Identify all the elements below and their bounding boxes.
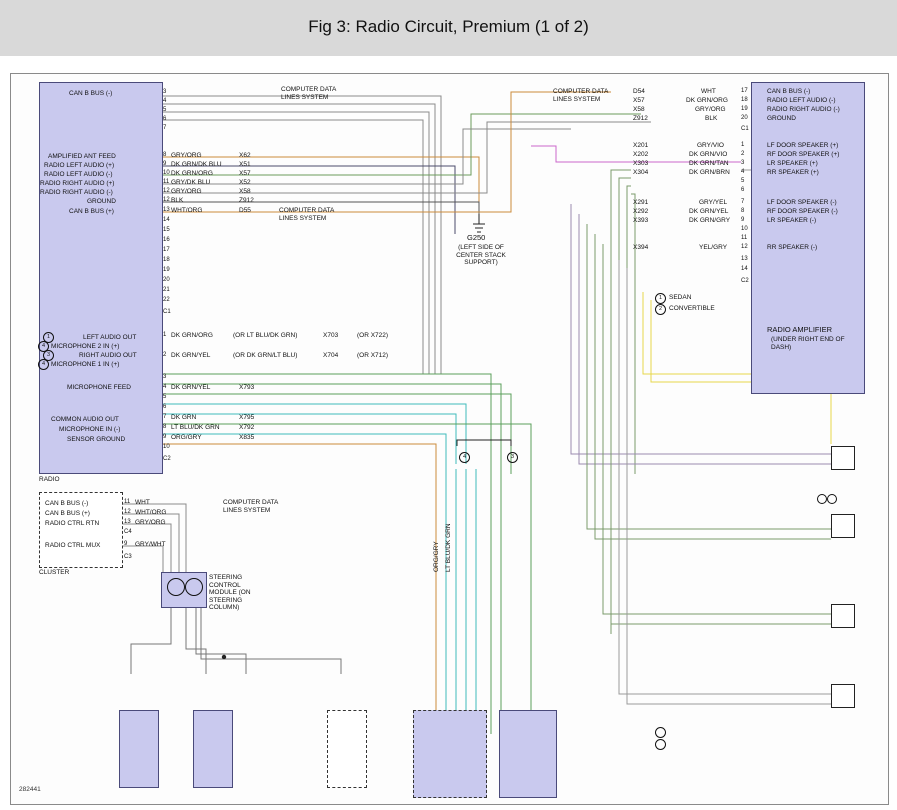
amp-out-pin-13: 14 xyxy=(741,266,748,272)
radio-lower-label-mic2-pos: MICROPHONE 2 IN (+) xyxy=(51,343,120,350)
radio-lower-pin-4: 4 xyxy=(163,384,167,390)
amp-top-wire-3: BLK xyxy=(705,115,718,122)
legend-marker-sedan: 1 xyxy=(655,293,666,304)
amp-connector-c1: C1 xyxy=(741,126,749,132)
radio-pin-label-right-audio-pos: RADIO RIGHT AUDIO (+) xyxy=(40,180,115,187)
radio-wire-can-b-pos: WHT/ORG xyxy=(171,207,203,214)
cluster-note-computer-data: COMPUTER DATA LINES SYSTEM xyxy=(223,499,279,514)
radio-wire-ground: BLK xyxy=(171,197,184,204)
ground-code-g250: G250 xyxy=(467,233,486,242)
radio-pin-number-10: 10 xyxy=(163,170,170,176)
amp-out-wire-2: DK GRN/TAN xyxy=(689,160,729,167)
cluster-pin-num-1: 12 xyxy=(124,509,131,515)
legend-label-sedan: SEDAN xyxy=(669,294,692,301)
amp-out-code-2: X303 xyxy=(633,160,649,167)
radio-lower-code-7: X792 xyxy=(239,424,255,431)
radio-lower-code-1: X703 xyxy=(323,332,339,339)
cluster-wire-0: WHT xyxy=(135,499,150,506)
radio-pin-number-4: 4 xyxy=(163,98,167,104)
amp-out-code-11: X394 xyxy=(633,244,649,251)
amp-out-wire-1: DK GRN/VIO xyxy=(689,151,728,158)
legend-label-convertible: CONVERTIBLE xyxy=(669,305,715,312)
radio-lower-code-8: X835 xyxy=(239,434,255,441)
amp-out-label-1: RF DOOR SPEAKER (+) xyxy=(767,151,840,158)
amp-top-pin-2: 19 xyxy=(741,106,748,112)
speaker-left-front-door xyxy=(831,684,855,708)
radio-pin-number-13: 13 xyxy=(163,207,170,213)
amp-out-pin-4: 5 xyxy=(741,178,745,184)
radio-code-d55: D55 xyxy=(239,207,251,214)
radio-lower-wire-1: DK GRN/ORG xyxy=(171,332,213,339)
handsfree-block[interactable] xyxy=(499,710,557,798)
horn-switch-block[interactable] xyxy=(327,710,367,788)
radio-pin-number-8: 8 xyxy=(163,152,167,158)
radio-lower-pin-6: 6 xyxy=(163,404,167,410)
speaker-right-rear-marker-1 xyxy=(827,494,837,504)
radio-pin-number-14: 14 xyxy=(163,217,170,223)
amp-top-label-2: RADIO RIGHT AUDIO (-) xyxy=(767,106,840,113)
amp-out-pin-12: 13 xyxy=(741,256,748,262)
radio-lower-label-right-audio-out: RIGHT AUDIO OUT xyxy=(79,352,137,359)
cluster-pin-num-4: 9 xyxy=(124,541,128,547)
left-remote-radio-switch-block[interactable] xyxy=(119,710,159,788)
radio-pin-number-6: 6 xyxy=(163,116,167,122)
amp-top-code-d54: D54 xyxy=(633,88,645,95)
marker-circle-4b: 4 xyxy=(38,359,49,370)
amplifier-title: RADIO AMPLIFIER xyxy=(767,325,833,334)
cluster-pin-label-2: RADIO CTRL RTN xyxy=(45,520,100,527)
amp-top-label-0: CAN B BUS (-) xyxy=(767,88,811,95)
radio-lower-label-mic1-pos: MICROPHONE 1 IN (+) xyxy=(51,361,120,368)
amp-top-wire-1: DK GRN/ORG xyxy=(686,97,728,104)
radio-lower-code-3: X793 xyxy=(239,384,255,391)
amp-out-pin-9: 10 xyxy=(741,226,748,232)
cluster-wire-4: GRY/WHT xyxy=(135,541,166,548)
bottom-legend-marker-3 xyxy=(655,727,666,738)
radio-pin-number-20: 20 xyxy=(163,277,170,283)
speaker-right-rear xyxy=(831,446,855,470)
amp-top-pin-0: 17 xyxy=(741,88,748,94)
radio-code-x52: X52 xyxy=(239,179,251,186)
radio-lower-pin-10: 10 xyxy=(163,444,170,450)
speaker-right-rear-marker-2 xyxy=(817,494,827,504)
radio-lower-code-2: X704 xyxy=(323,352,339,359)
amp-out-label-0: LF DOOR SPEAKER (+) xyxy=(767,142,839,149)
cluster-pin-label-4: RADIO CTRL MUX xyxy=(45,542,101,549)
cluster-wire-2: GRY/ORG xyxy=(135,519,166,526)
radio-code-x58: X58 xyxy=(239,188,251,195)
radio-pin-label-can-b-neg: CAN B BUS (-) xyxy=(69,90,113,97)
radio-lower-wire-8: ORG/GRY xyxy=(171,434,202,441)
amp-top-pin-1: 18 xyxy=(741,97,748,103)
marker-circle-1: 1 xyxy=(43,332,54,343)
radio-lower-alt-2: (OR DK GRN/LT BLU) xyxy=(233,352,298,359)
amp-out-wire-7: DK GRN/YEL xyxy=(689,208,729,215)
cluster-pin-num-2: 13 xyxy=(124,519,131,525)
radio-pin-number-19: 19 xyxy=(163,267,170,273)
radio-pin-label-right-audio-neg: RADIO RIGHT AUDIO (-) xyxy=(40,189,113,196)
radio-code-x57: X57 xyxy=(239,170,251,177)
amp-out-label-2: LR SPEAKER (+) xyxy=(767,160,818,167)
radio-lower-pin-5: 5 xyxy=(163,394,167,400)
radio-pin-number-17: 17 xyxy=(163,247,170,253)
radio-pin-number-7: 7 xyxy=(163,125,167,131)
radio-pin-number-11: 11 xyxy=(163,179,170,185)
cluster-pin-label-0: CAN B BUS (-) xyxy=(45,500,89,507)
right-remote-radio-switch-block[interactable] xyxy=(193,710,233,788)
amp-out-code-0: X201 xyxy=(633,142,649,149)
amp-out-wire-11: YEL/GRY xyxy=(699,244,728,251)
bottom-legend-marker-4 xyxy=(655,739,666,750)
amp-top-pin-3: 20 xyxy=(741,115,748,121)
amp-out-pin-1: 2 xyxy=(741,151,745,157)
amp-out-pin-7: 8 xyxy=(741,208,745,214)
radio-pin-label-left-audio-neg: RADIO LEFT AUDIO (-) xyxy=(44,171,113,178)
wire-label-lt-blu-dk-grn: LT BLU/DK GRN xyxy=(445,523,452,572)
amp-out-code-6: X291 xyxy=(633,199,649,206)
amp-out-label-3: RR SPEAKER (+) xyxy=(767,169,819,176)
radio-pin-number-3: 3 xyxy=(163,89,167,95)
figure-id: 282441 xyxy=(19,786,41,793)
radio-pin-label-can-b-pos: CAN B BUS (+) xyxy=(69,208,114,215)
radio-lower-wire-6: DK GRN xyxy=(171,414,197,421)
radio-lower-wire-2: DK GRN/YEL xyxy=(171,352,211,359)
ground-location-note: (LEFT SIDE OF CENTER STACK SUPPORT) xyxy=(456,244,506,266)
radio-lower-pin-9: 9 xyxy=(163,434,167,440)
amp-out-label-8: LR SPEAKER (-) xyxy=(767,217,817,224)
cluster-wire-1: WHT/ORG xyxy=(135,509,167,516)
radio-pin-number-12b: 12 xyxy=(163,197,170,203)
radio-lower-altcode-2: (OR X712) xyxy=(357,352,389,359)
radio-pin-label-ant-feed: AMPLIFIED ANT FEED xyxy=(48,153,116,160)
amp-out-wire-3: DK GRN/BRN xyxy=(689,169,730,176)
radio-pin-number-9: 9 xyxy=(163,161,167,167)
radio-pin-number-22: 22 xyxy=(163,297,170,303)
amp-out-pin-2: 3 xyxy=(741,160,745,166)
radio-lower-wire-3: DK GRN/YEL xyxy=(171,384,211,391)
radio-pin-number-21: 21 xyxy=(163,287,170,293)
amp-top-label-3: GROUND xyxy=(767,115,796,122)
radio-lower-pin-7: 7 xyxy=(163,414,167,420)
radio-pin-number-5: 5 xyxy=(163,107,167,113)
radio-pin-number-15: 15 xyxy=(163,227,170,233)
amp-out-pin-8: 9 xyxy=(741,217,745,223)
steering-contact-1 xyxy=(167,578,185,596)
radio-lower-label-common-audio-out: COMMON AUDIO OUT xyxy=(51,416,119,423)
radio-lower-pin-3: 3 xyxy=(163,374,167,380)
radio-lower-label-mic-feed: MICROPHONE FEED xyxy=(67,384,131,391)
page-title: Fig 3: Radio Circuit, Premium (1 of 2) xyxy=(308,17,589,36)
amp-out-code-1: X202 xyxy=(633,151,649,158)
radio-wire-left-audio-pos: DK GRN/DK BLU xyxy=(171,161,222,168)
radio-pin-label-left-audio-pos: RADIO LEFT AUDIO (+) xyxy=(44,162,115,169)
steering-contact-2 xyxy=(185,578,203,596)
amp-out-code-3: X304 xyxy=(633,169,649,176)
amp-top-label-1: RADIO LEFT AUDIO (-) xyxy=(767,97,836,104)
radio-wire-ant-feed: GRY/ORG xyxy=(171,152,202,159)
marker-circle-3: 3 xyxy=(43,350,54,361)
speaker-right-front-door xyxy=(831,604,855,628)
radio-lower-altcode-1: (OR X722) xyxy=(357,332,389,339)
amp-out-code-8: X393 xyxy=(633,217,649,224)
radio-lower-wire-7: LT BLU/DK GRN xyxy=(171,424,220,431)
amp-connector-c2: C2 xyxy=(741,278,749,284)
radio-code-x51: X51 xyxy=(239,161,251,168)
radio-pin-label-ground: GROUND xyxy=(87,198,116,205)
amp-out-pin-10: 11 xyxy=(741,235,748,241)
amp-out-wire-0: GRY/VIO xyxy=(697,142,724,149)
mirror-block[interactable] xyxy=(413,710,487,798)
amplifier-subtitle: (UNDER RIGHT END OF DASH) xyxy=(771,336,845,351)
brace-marker-3: 3 xyxy=(507,452,518,463)
radio-pin-number-16: 16 xyxy=(163,237,170,243)
radio-lower-label-mic-neg: MICROPHONE IN (-) xyxy=(59,426,121,433)
radio-lower-label-sensor-ground: SENSOR GROUND xyxy=(67,436,126,443)
legend-marker-convertible: 2 xyxy=(655,304,666,315)
radio-lower-connector-c2: C2 xyxy=(163,456,171,462)
amp-out-label-7: RF DOOR SPEAKER (-) xyxy=(767,208,838,215)
radio-block-label: RADIO xyxy=(39,476,60,483)
radio-wire-left-audio-neg: DK GRN/ORG xyxy=(171,170,213,177)
cluster-label: CLUSTER xyxy=(39,569,70,576)
radio-note-computer-data: COMPUTER DATA LINES SYSTEM xyxy=(279,207,335,222)
amp-out-wire-6: GRY/YEL xyxy=(699,199,728,206)
amp-out-pin-5: 6 xyxy=(741,187,745,193)
computer-data-lines-top-left: COMPUTER DATA LINES SYSTEM xyxy=(281,86,337,101)
amp-top-note-computer-data: COMPUTER DATA LINES SYSTEM xyxy=(553,88,609,103)
amp-top-code-x57: X57 xyxy=(633,97,645,104)
radio-pin-number-18: 18 xyxy=(163,257,170,263)
amp-out-pin-3: 4 xyxy=(741,169,745,175)
amp-out-pin-0: 1 xyxy=(741,142,745,148)
radio-wire-right-audio-pos: GRY/DK BLU xyxy=(171,179,211,186)
speaker-left-rear xyxy=(831,514,855,538)
amp-out-label-6: LF DOOR SPEAKER (-) xyxy=(767,199,837,206)
cluster-pin-label-1: CAN B BUS (+) xyxy=(45,510,90,517)
radio-lower-pin-2: 2 xyxy=(163,352,167,358)
amp-out-wire-8: DK GRN/GRY xyxy=(689,217,731,224)
radio-code-x62: X62 xyxy=(239,152,251,159)
steering-label: STEERING CONTROL MODULE (ON STEERING COLUMN) xyxy=(209,574,251,611)
amp-top-wire-0: WHT xyxy=(701,88,716,95)
amp-top-code-z912: Z912 xyxy=(633,115,648,122)
brace-marker-4: 4 xyxy=(459,452,470,463)
radio-lower-pin-8: 8 xyxy=(163,424,167,430)
wiring-diagram-canvas xyxy=(10,73,889,805)
radio-connector-c1: C1 xyxy=(163,309,171,315)
radio-lower-pin-1: 1 xyxy=(163,332,167,338)
wire-label-org-gry: ORG/GRY xyxy=(433,541,440,572)
radio-code-z912: Z912 xyxy=(239,197,254,204)
amp-out-label-11: RR SPEAKER (-) xyxy=(767,244,818,251)
radio-pin-number-12: 12 xyxy=(163,188,170,194)
radio-lower-label-left-audio-out: LEFT AUDIO OUT xyxy=(83,334,137,341)
cluster-connector-c3: C3 xyxy=(124,554,132,560)
marker-circle-4a: 4 xyxy=(38,341,49,352)
amp-out-pin-6: 7 xyxy=(741,199,745,205)
cluster-connector-c4: C4 xyxy=(124,529,132,535)
cluster-pin-num-0: 11 xyxy=(124,499,131,505)
radio-wire-right-audio-neg: GRY/ORG xyxy=(171,188,202,195)
amp-out-code-7: X292 xyxy=(633,208,649,215)
radio-lower-code-6: X795 xyxy=(239,414,255,421)
radio-lower-alt-1: (OR LT BLU/DK GRN) xyxy=(233,332,298,339)
amp-top-wire-2: GRY/ORG xyxy=(695,106,726,113)
amp-top-code-x58: X58 xyxy=(633,106,645,113)
amp-out-pin-11: 12 xyxy=(741,244,748,250)
